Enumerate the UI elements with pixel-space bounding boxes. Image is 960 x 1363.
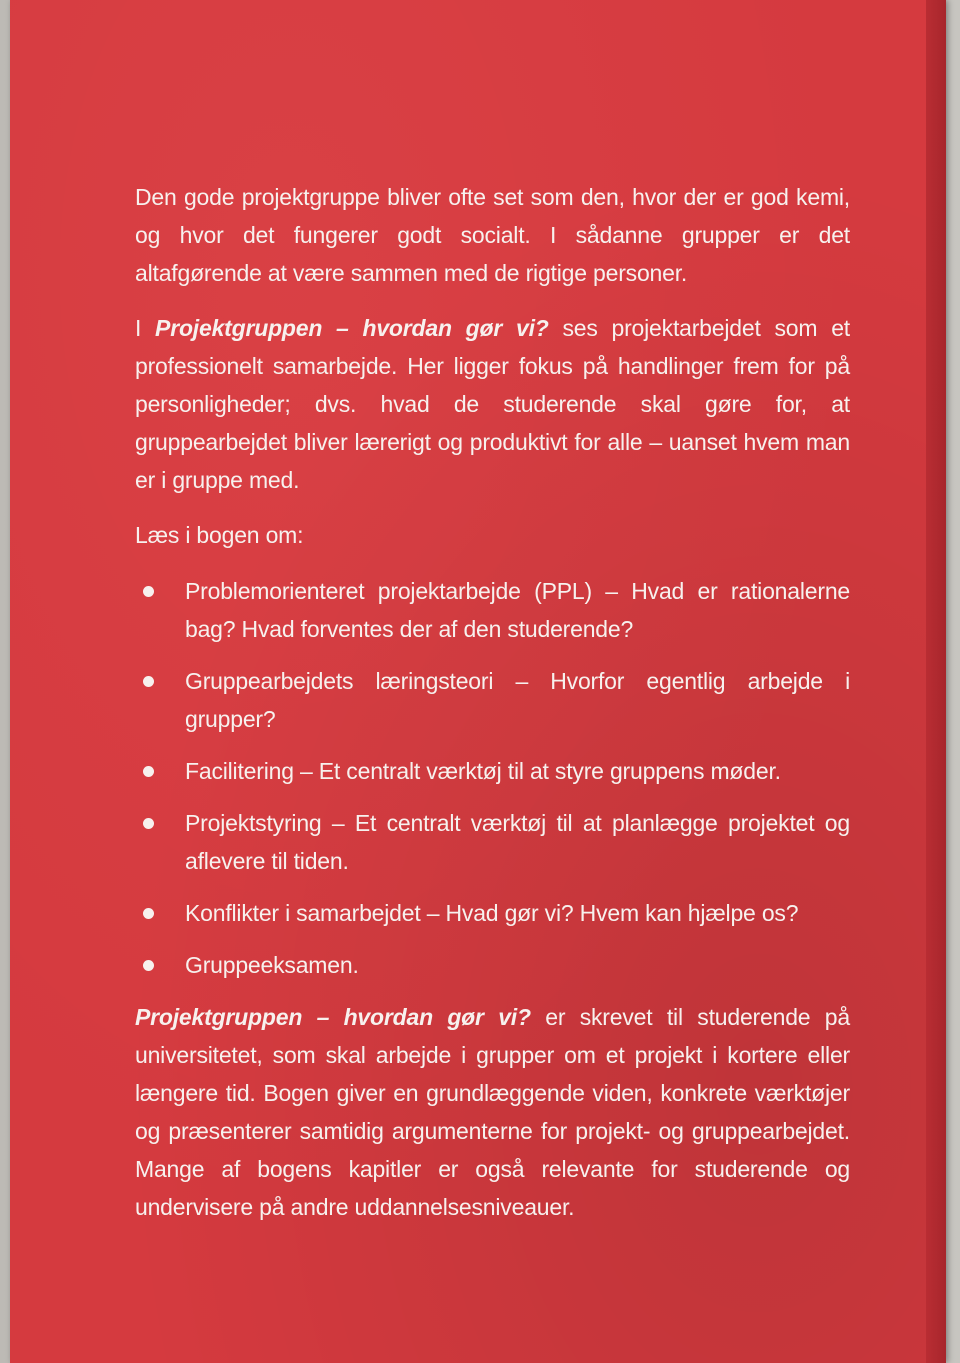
summary-paragraph [135,998,850,1226]
book-page-edge [926,0,946,1363]
bullet-icon [143,908,154,919]
list-item [135,752,850,790]
bullet-icon [143,676,154,687]
bullet-icon [143,586,154,597]
list-item-text: Facilitering – Et centralt værktøj til at styre gruppens møder. [185,758,781,784]
list-item-text: Konflikter i samarbejdet – Hvad gør vi? Hvem kan hjælpe os? [185,900,799,926]
bullet-icon [143,766,154,777]
topic-list [135,572,850,984]
focus-paragraph-text: ses projektarbejdet som et professionelt samarbejde. Her ligger fokus på handlinger frem for på personligheder; dvs. hvad de studerende skal gøre for, at gruppearbejdet bliver lærerigt og produktivt for alle – uanset hvem man er i gruppe med. [135,315,850,493]
list-item [135,946,850,984]
focus-paragraph-prefix: I [135,315,156,341]
list-item-text: Gruppeeksamen. [185,952,359,978]
book-title-inline: Projektgruppen – hvordan gør vi? [155,315,549,341]
back-cover-text [135,178,850,1243]
book-title-inline: Projektgruppen – hvordan gør vi? [135,1004,531,1030]
list-item-text: Projektstyring – Et centralt værktøj til at planlægge projektet og aflevere til tiden. [185,810,850,874]
list-item-text: Gruppearbejdets læringsteori – Hvorfor egentlig arbejde i grupper? [185,668,850,732]
list-item [135,662,850,738]
list-item [135,804,850,880]
intro-paragraph: Den gode projektgruppe bliver ofte set som den, hvor der er god kemi, og hvor det fungerer godt socialt. I sådanne grupper er det altafgørende at være sammen med de rigtige personer. [135,184,850,286]
bullet-icon [143,818,154,829]
list-item-text: Problemorienteret projektarbejde (PPL) – Hvad er rationalerne bag? Hvad forventes der af den studerende? [185,578,850,642]
summary-paragraph-text: er skrevet til studerende på universitetet, som skal arbejde i grupper om et projekt i kortere eller længere tid. Bogen giver en grundlæggende viden, konkrete værktøjer og præsenterer samtidig argumenterne for projekt- og gruppearbejdet. Mange af bogens kapitler er også relevante for studerende og undervisere på andre uddannelsesniveauer. [135,1004,850,1220]
list-item [135,894,850,932]
focus-paragraph [135,309,850,499]
bullet-icon [143,960,154,971]
list-item [135,572,850,648]
read-label: Læs i bogen om: [135,522,304,548]
